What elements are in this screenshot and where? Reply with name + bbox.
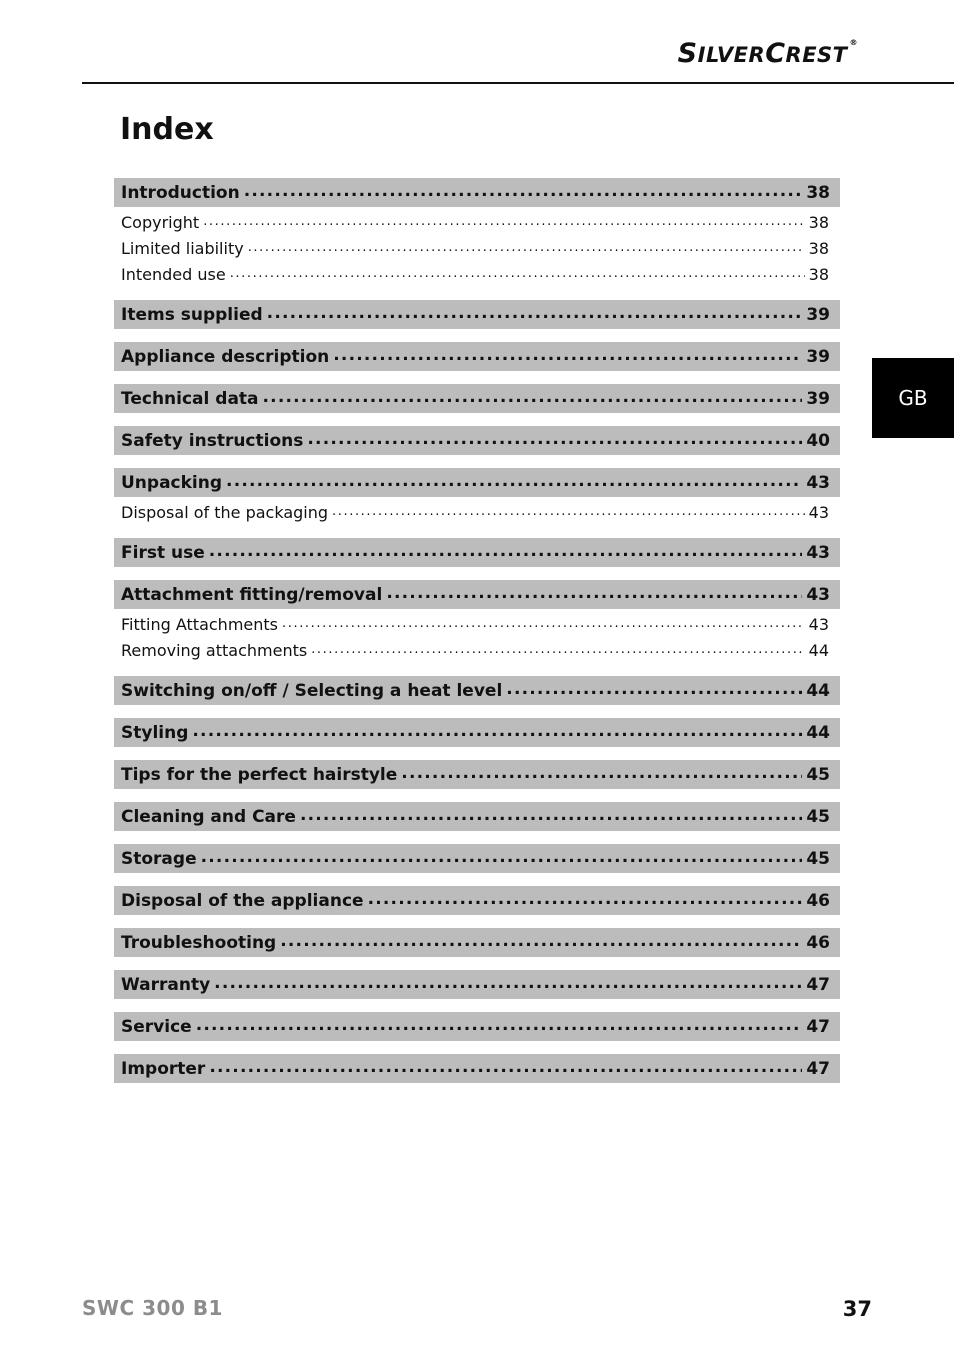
toc-section-row[interactable] [114, 342, 840, 371]
toc-section-page: 45 [806, 806, 830, 827]
registered-mark: ® [849, 38, 858, 47]
toc-section-title: Cleaning and Care [121, 806, 296, 827]
toc-leader-dots [196, 1015, 803, 1041]
toc-section-page: 47 [806, 1058, 830, 1079]
toc-section-row[interactable] [114, 178, 840, 207]
toc-leader-dots [307, 429, 802, 455]
toc-subsection-list [114, 497, 840, 525]
toc-subsection-row[interactable] [114, 209, 840, 235]
toc-section-title: Technical data [121, 388, 259, 409]
toc-section-row[interactable] [114, 760, 840, 789]
toc-leader-dots [280, 931, 802, 957]
toc-section-page: 39 [806, 304, 830, 325]
toc-section-title: Warranty [121, 974, 211, 995]
toc-subsection-row[interactable] [114, 611, 840, 637]
toc-section-title: Disposal of the appliance [121, 890, 364, 911]
footer-page-number: 37 [842, 1297, 872, 1321]
toc-section-title: Safety instructions [121, 430, 304, 451]
toc-section-page: 43 [806, 584, 830, 605]
toc-leader-dots [267, 303, 803, 329]
header-rule [82, 82, 954, 84]
toc-section-page: 43 [806, 542, 830, 563]
toc-section-row[interactable] [114, 1054, 840, 1083]
toc-section-page: 45 [806, 848, 830, 869]
toc-subsection-title: Intended use [121, 264, 226, 284]
toc-leader-dots [203, 214, 804, 235]
toc-subsection-title: Removing attachments [121, 640, 308, 660]
toc-section-row[interactable] [114, 802, 840, 831]
toc-section-title: Items supplied [121, 304, 263, 325]
toc-leader-dots [506, 679, 802, 705]
toc-section-page: 44 [806, 722, 830, 743]
toc-leader-dots [263, 387, 803, 413]
toc-leader-dots [226, 471, 802, 497]
toc-section-page: 39 [806, 388, 830, 409]
toc-section-title: Importer [121, 1058, 206, 1079]
toc-section-title: Unpacking [121, 472, 223, 493]
toc-leader-dots [300, 805, 802, 831]
brand-rest-ilver: ILVER [697, 43, 766, 67]
toc-section-page: 44 [806, 680, 830, 701]
toc-section-title: First use [121, 542, 205, 563]
toc-section-page: 43 [806, 472, 830, 493]
toc-section-row[interactable] [114, 1012, 840, 1041]
toc-section-row[interactable] [114, 538, 840, 567]
toc-subsection-title: Limited liability [121, 238, 244, 258]
toc-section-row[interactable] [114, 468, 840, 497]
toc-subsection-page: 43 [808, 502, 829, 522]
toc-section-page: 39 [806, 346, 830, 367]
toc-section-row[interactable] [114, 844, 840, 873]
toc-leader-dots [214, 973, 802, 999]
brand-rest-rest: REST [785, 43, 848, 67]
toc-subsection-page: 43 [808, 614, 829, 634]
toc-section-page: 38 [806, 182, 830, 203]
toc-leader-dots [230, 266, 805, 287]
toc-leader-dots [209, 1057, 802, 1083]
toc-section-row[interactable] [114, 676, 840, 705]
toc-leader-dots [386, 583, 802, 609]
toc-leader-dots [244, 181, 803, 207]
toc-section-row[interactable] [114, 718, 840, 747]
toc-section-title: Tips for the perfect hairstyle [121, 764, 398, 785]
toc-section-row[interactable] [114, 384, 840, 413]
toc-subsection-title: Disposal of the packaging [121, 502, 329, 522]
brand-cap-s: S [677, 38, 698, 69]
toc-leader-dots [333, 345, 802, 371]
toc-subsection-row[interactable] [114, 261, 840, 287]
toc-leader-dots [282, 616, 805, 637]
toc-section-title: Introduction [121, 182, 240, 203]
toc-section-title: Switching on/off / Selecting a heat level [121, 680, 503, 701]
table-of-contents [114, 178, 840, 1083]
toc-section-title: Storage [121, 848, 197, 869]
toc-leader-dots [368, 889, 803, 915]
toc-subsection-row[interactable] [114, 637, 840, 663]
toc-section-page: 45 [806, 764, 830, 785]
toc-section-title: Service [121, 1016, 192, 1037]
brand-logo [678, 38, 858, 69]
toc-section-page: 46 [806, 890, 830, 911]
toc-section-title: Styling [121, 722, 189, 743]
toc-section-page: 47 [806, 1016, 830, 1037]
toc-section-row[interactable] [114, 426, 840, 455]
toc-subsection-title: Fitting Attachments [121, 614, 278, 634]
toc-subsection-row[interactable] [114, 499, 840, 525]
toc-leader-dots [192, 721, 802, 747]
toc-subsection-page: 38 [808, 238, 829, 258]
toc-subsection-list [114, 609, 840, 663]
toc-section-page: 46 [806, 932, 830, 953]
toc-section-row[interactable] [114, 928, 840, 957]
toc-section-row[interactable] [114, 300, 840, 329]
toc-subsection-title: Copyright [121, 212, 200, 232]
toc-section-page: 40 [806, 430, 830, 451]
toc-subsection-page: 38 [808, 264, 829, 284]
toc-leader-dots [401, 763, 802, 789]
toc-section-title: Troubleshooting [121, 932, 277, 953]
toc-leader-dots [209, 541, 803, 567]
toc-section-title: Attachment fitting/removal [121, 584, 383, 605]
toc-subsection-row[interactable] [114, 235, 840, 261]
toc-section-row[interactable] [114, 886, 840, 915]
toc-section-page: 47 [806, 974, 830, 995]
toc-subsection-list [114, 207, 840, 287]
language-tab: GB [872, 358, 954, 438]
toc-subsection-page: 44 [808, 640, 829, 660]
brand-cap-c: C [765, 38, 786, 69]
toc-subsection-page: 38 [808, 212, 829, 232]
toc-leader-dots [332, 504, 805, 525]
toc-section-row[interactable] [114, 580, 840, 609]
page-title: Index [120, 112, 214, 147]
toc-leader-dots [248, 240, 805, 261]
toc-leader-dots [311, 642, 804, 663]
toc-section-title: Appliance description [121, 346, 330, 367]
footer-model: SWC 300 B1 [82, 1296, 223, 1320]
toc-section-row[interactable] [114, 970, 840, 999]
toc-leader-dots [201, 847, 803, 873]
